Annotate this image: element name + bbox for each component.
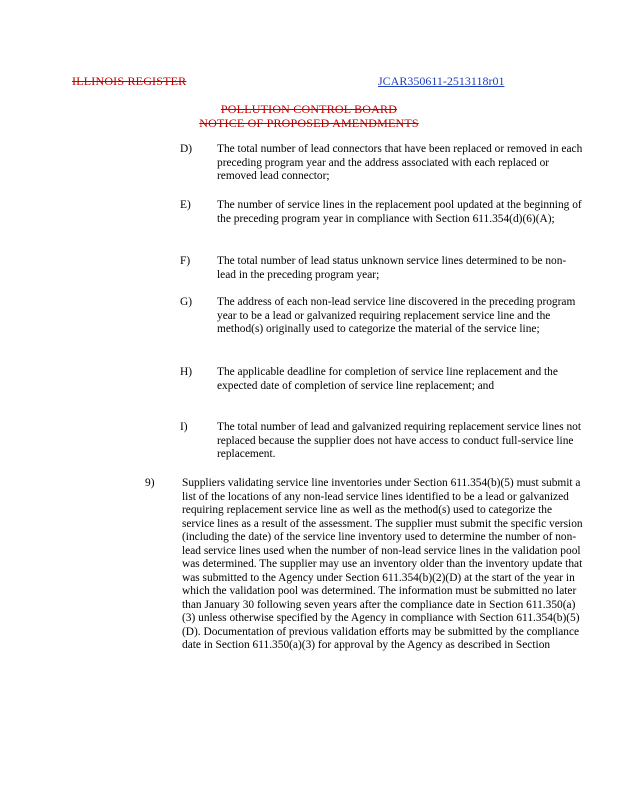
item-text: The total number of lead connectors that have been replaced or removed in each preceding program year and the address associated with each replaced or removed lead connector; <box>217 143 583 182</box>
list-item-9 <box>145 477 585 653</box>
item-label: G) <box>180 296 193 308</box>
item-label: F) <box>180 255 191 267</box>
list-item-f <box>180 255 585 282</box>
item-text: Suppliers validating service line inventories under Section 611.354(b)(5) must submit a list of the locations of any non-lead service lines identified to be a lead or galvanized requiring replacement service line as well as the method(s) used to categorize the service lines as a result of the assessment. The supplier must submit the specific version (including the date) of the service line inventory used to determine the number of non-lead service lines used when the number of non-lead service lines in the validation pool was determined. The supplier may use an inventory older than the inventory update that was submitted to the Agency under Section 611.354(b)(2)(D) at the start of the year in which the validation pool was determined. The information must be submitted no later than January 30 following seven years after the compliance date in Section 611.350(a)(3) unless otherwise specified by the Agency in compliance with Section 611.354(b)(5)(D). Documentation of previous validation efforts may be submitted by the compliance date in Section 611.350(a)(3) for approval by the Agency as described in Section <box>182 477 583 651</box>
list-item-i <box>180 421 585 462</box>
item-label: E) <box>180 199 191 211</box>
item-text: The total number of lead status unknown service lines determined to be non-lead in the preceding program year; <box>217 255 567 281</box>
item-label: I) <box>180 421 188 433</box>
item-label: H) <box>180 366 193 378</box>
list-item-e <box>180 199 585 226</box>
item-text: The applicable deadline for completion of service line replacement and the expected date of completion of service line replacement; and <box>217 366 558 392</box>
document-id-link[interactable]: JCAR350611-2513118r01 <box>378 74 505 88</box>
list-item-h <box>180 366 585 393</box>
item-label: D) <box>180 143 193 155</box>
register-title: ILLINOIS REGISTER <box>72 74 187 88</box>
item-label: 9) <box>145 477 155 489</box>
list-item-d <box>180 143 585 184</box>
item-text: The number of service lines in the replacement pool updated at the beginning of the preceding program year in compliance with Section 611.354(d)(6)(A); <box>217 199 582 225</box>
item-text: The total number of lead and galvanized requiring replacement service lines not replaced because the supplier does not have access to conduct full-service line replacement. <box>217 421 582 460</box>
list-item-g <box>180 296 585 337</box>
agency-name: POLLUTION CONTROL BOARD <box>220 102 398 116</box>
notice-title: NOTICE OF PROPOSED AMENDMENTS <box>199 116 419 130</box>
item-text: The address of each non-lead service line discovered in the preceding program year to be a lead or galvanized requiring replacement service line and the method(s) originally used to categorize the material of the service line; <box>217 296 576 335</box>
